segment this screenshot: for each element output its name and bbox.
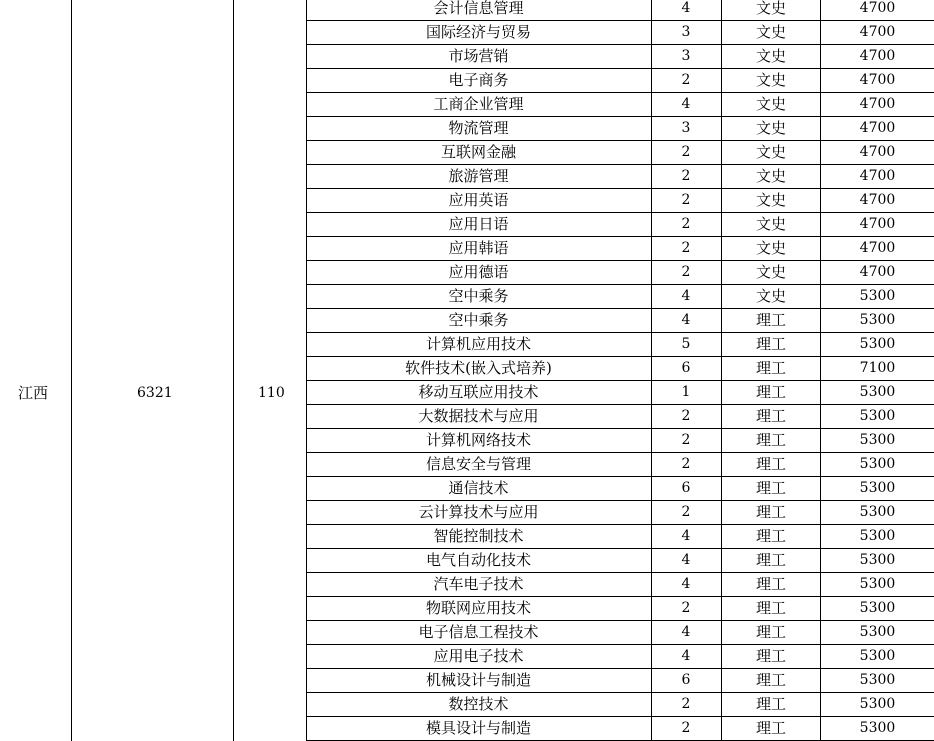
major-cell: 汽车电子技术 [433, 575, 524, 593]
fee-cell: 5300 [859, 672, 896, 688]
years-cell: 1 [681, 384, 691, 400]
table-row [306, 717, 934, 741]
major-cell: 空中乘务 [448, 287, 509, 305]
table-row [306, 261, 934, 285]
years-cell: 2 [681, 456, 691, 472]
table-row [306, 213, 934, 237]
table-row [306, 117, 934, 141]
category-cell: 文史 [755, 71, 786, 89]
years-cell: 4 [681, 552, 691, 568]
years-cell: 2 [681, 240, 691, 256]
category-cell: 理工 [755, 623, 786, 641]
table-row [306, 189, 934, 213]
fee-cell: 5300 [859, 696, 896, 712]
fee-cell: 4700 [859, 240, 896, 256]
school-code-cell: 6321 [137, 385, 173, 401]
major-cell: 应用德语 [448, 263, 509, 281]
years-cell: 2 [681, 432, 691, 448]
major-cell: 应用英语 [448, 191, 509, 209]
years-cell: 6 [681, 480, 691, 496]
fee-cell: 4700 [859, 24, 896, 40]
fee-cell: 5300 [859, 384, 896, 400]
major-cell: 国际经济与贸易 [425, 23, 531, 41]
category-cell: 理工 [755, 647, 786, 665]
table-row [306, 477, 934, 501]
fee-cell: 5300 [859, 528, 896, 544]
fee-cell: 5300 [859, 720, 896, 736]
table-row [306, 285, 934, 309]
major-cell: 互联网金融 [440, 143, 516, 161]
category-cell: 理工 [755, 431, 786, 449]
years-cell: 3 [681, 48, 691, 64]
table-row [306, 309, 934, 333]
years-cell: 4 [681, 528, 691, 544]
fee-cell: 4700 [859, 0, 896, 16]
table-row [306, 357, 934, 381]
category-cell: 文史 [755, 215, 786, 233]
major-cell: 软件技术(嵌入式培养) [405, 359, 552, 377]
major-cell: 旅游管理 [448, 167, 509, 185]
fee-cell: 4700 [859, 72, 896, 88]
category-cell: 理工 [755, 671, 786, 689]
fee-cell: 5300 [859, 624, 896, 640]
category-cell: 理工 [755, 335, 786, 353]
category-cell: 文史 [755, 0, 786, 17]
table-row [306, 645, 934, 669]
fee-cell: 5300 [859, 600, 896, 616]
major-cell: 数控技术 [448, 695, 509, 713]
major-cell: 物流管理 [448, 119, 509, 137]
category-cell: 文史 [755, 95, 786, 113]
table-row [306, 501, 934, 525]
table-row [306, 141, 934, 165]
fee-cell: 5300 [859, 432, 896, 448]
fee-cell: 4700 [859, 48, 896, 64]
years-cell: 4 [681, 648, 691, 664]
fee-cell: 4700 [859, 264, 896, 280]
table-row [306, 237, 934, 261]
table-row [306, 525, 934, 549]
table-row [306, 693, 934, 717]
fee-cell: 4700 [859, 216, 896, 232]
major-cell: 电子信息工程技术 [418, 623, 539, 641]
table-row [306, 0, 934, 21]
years-cell: 6 [681, 672, 691, 688]
major-cell: 云计算技术与应用 [418, 503, 539, 521]
major-cell: 会计信息管理 [433, 0, 524, 17]
category-cell: 文史 [755, 263, 786, 281]
plan-count-cell: 110 [258, 385, 285, 401]
category-cell: 理工 [755, 503, 786, 521]
years-cell: 2 [681, 144, 691, 160]
major-cell: 市场营销 [448, 47, 509, 65]
table-row [306, 453, 934, 477]
fee-cell: 7100 [859, 360, 896, 376]
category-cell: 文史 [755, 167, 786, 185]
category-cell: 文史 [755, 287, 786, 305]
years-cell: 2 [681, 264, 691, 280]
column-divider [233, 0, 234, 741]
major-cell: 计算机应用技术 [425, 335, 531, 353]
category-cell: 文史 [755, 143, 786, 161]
fee-cell: 5300 [859, 288, 896, 304]
major-cell: 模具设计与制造 [425, 719, 531, 737]
category-cell: 理工 [755, 551, 786, 569]
years-cell: 4 [681, 288, 691, 304]
category-cell: 文史 [755, 23, 786, 41]
major-cell: 空中乘务 [448, 311, 509, 329]
column-divider [71, 0, 72, 741]
fee-cell: 4700 [859, 168, 896, 184]
fee-cell: 5300 [859, 648, 896, 664]
major-cell: 计算机网络技术 [425, 431, 531, 449]
years-cell: 2 [681, 72, 691, 88]
category-cell: 理工 [755, 359, 786, 377]
category-cell: 理工 [755, 695, 786, 713]
fee-cell: 5300 [859, 312, 896, 328]
table-row [306, 597, 934, 621]
years-cell: 2 [681, 504, 691, 520]
fee-cell: 5300 [859, 408, 896, 424]
major-cell: 通信技术 [448, 479, 509, 497]
fee-cell: 5300 [859, 456, 896, 472]
table-row [306, 621, 934, 645]
major-cell: 移动互联应用技术 [418, 383, 539, 401]
table-row [306, 21, 934, 45]
fee-cell: 5300 [859, 480, 896, 496]
years-cell: 3 [681, 24, 691, 40]
major-cell: 应用韩语 [448, 239, 509, 257]
major-cell: 物联网应用技术 [425, 599, 531, 617]
years-cell: 2 [681, 696, 691, 712]
years-cell: 2 [681, 216, 691, 232]
years-cell: 5 [681, 336, 691, 352]
category-cell: 文史 [755, 47, 786, 65]
table-row [306, 549, 934, 573]
table-row [306, 669, 934, 693]
table-row [306, 573, 934, 597]
years-cell: 4 [681, 96, 691, 112]
fee-cell: 4700 [859, 96, 896, 112]
years-cell: 2 [681, 408, 691, 424]
table-row [306, 405, 934, 429]
table-row [306, 69, 934, 93]
years-cell: 2 [681, 600, 691, 616]
table-row [306, 429, 934, 453]
years-cell: 4 [681, 576, 691, 592]
category-cell: 理工 [755, 479, 786, 497]
major-cell: 智能控制技术 [433, 527, 524, 545]
fee-cell: 4700 [859, 144, 896, 160]
years-cell: 4 [681, 0, 691, 16]
category-cell: 理工 [755, 527, 786, 545]
province-cell: 江西 [18, 384, 49, 402]
years-cell: 3 [681, 120, 691, 136]
major-cell: 大数据技术与应用 [418, 407, 539, 425]
category-cell: 理工 [755, 383, 786, 401]
category-cell: 文史 [755, 191, 786, 209]
category-cell: 理工 [755, 599, 786, 617]
major-cell: 应用电子技术 [433, 647, 524, 665]
category-cell: 理工 [755, 719, 786, 737]
years-cell: 6 [681, 360, 691, 376]
years-cell: 2 [681, 192, 691, 208]
category-cell: 理工 [755, 407, 786, 425]
table-row [306, 93, 934, 117]
table-row [306, 45, 934, 69]
category-cell: 理工 [755, 455, 786, 473]
fee-cell: 4700 [859, 192, 896, 208]
table-row [306, 333, 934, 357]
years-cell: 2 [681, 168, 691, 184]
category-cell: 文史 [755, 119, 786, 137]
fee-cell: 5300 [859, 336, 896, 352]
fee-cell: 5300 [859, 504, 896, 520]
major-cell: 电子商务 [448, 71, 509, 89]
major-cell: 应用日语 [448, 215, 509, 233]
table-row [306, 165, 934, 189]
major-cell: 机械设计与制造 [425, 671, 531, 689]
category-cell: 理工 [755, 575, 786, 593]
major-cell: 工商企业管理 [433, 95, 524, 113]
major-cell: 信息安全与管理 [425, 455, 531, 473]
table-row [306, 381, 934, 405]
major-cell: 电气自动化技术 [425, 551, 531, 569]
category-cell: 理工 [755, 311, 786, 329]
years-cell: 4 [681, 624, 691, 640]
years-cell: 2 [681, 720, 691, 736]
fee-cell: 5300 [859, 576, 896, 592]
fee-cell: 4700 [859, 120, 896, 136]
category-cell: 文史 [755, 239, 786, 257]
years-cell: 4 [681, 312, 691, 328]
fee-cell: 5300 [859, 552, 896, 568]
